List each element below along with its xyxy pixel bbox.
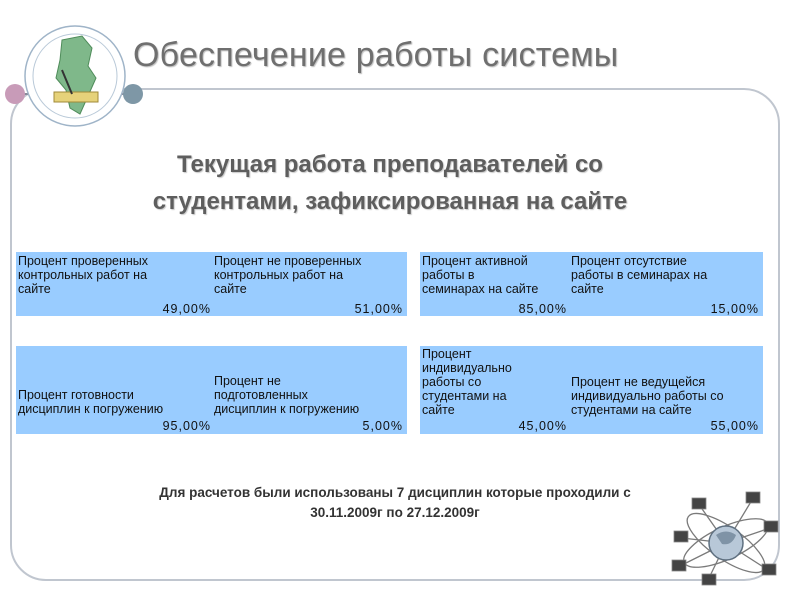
page-title: Обеспечение работы системы: [133, 36, 619, 74]
label-disciplines-ready: Процент готовности дисциплин к погружению: [18, 388, 164, 416]
slide-subtitle: [60, 146, 720, 220]
label-no-individual-work: Процент не ведущейся индивидуально работы со студентами на сайте: [571, 375, 724, 417]
value-active-seminar-work: 85,00%: [518, 302, 567, 316]
network-globe-icon: [664, 488, 789, 593]
value-individual-work: 45,00%: [518, 419, 567, 433]
value-unchecked-works: 51,00%: [354, 302, 403, 316]
label-checked-works: Процент проверенных контрольных работ на сайте: [18, 254, 149, 296]
note-line-1: Для расчетов были использованы 7 дисциплин которые проходили с: [159, 485, 631, 500]
stat-box-discipline-readiness: [16, 346, 407, 434]
stat-box-checked-works: [16, 252, 407, 316]
label-individual-work: Процент индивидуально работы со студентами на сайте: [422, 347, 512, 417]
label-unchecked-works: Процент не проверенных контрольных работ на сайте: [214, 254, 362, 296]
note-line-2: 30.11.2009г по 27.12.2009г: [310, 505, 480, 520]
value-checked-works: 49,00%: [162, 302, 211, 316]
calculation-note: [60, 483, 730, 523]
label-disciplines-not-ready: Процент не подготовленных дисциплин к погружению: [214, 374, 360, 416]
label-absent-seminar-work: Процент отсутствие работы в семинарах на сайте: [571, 254, 708, 296]
value-disciplines-not-ready: 5,00%: [362, 419, 403, 433]
university-emblem-icon: [0, 12, 150, 152]
value-disciplines-ready: 95,00%: [162, 419, 211, 433]
subtitle-line-1: Текущая работа преподавателей со: [177, 151, 603, 178]
stat-box-seminar-activity: [420, 252, 763, 316]
value-no-individual-work: 55,00%: [710, 419, 759, 433]
stat-box-individual-work: [420, 346, 763, 434]
label-active-seminar-work: Процент активной работы в семинарах на сайте: [422, 254, 539, 296]
value-absent-seminar-work: 15,00%: [710, 302, 759, 316]
subtitle-line-2: студентами, зафиксированная на сайте: [152, 188, 628, 215]
